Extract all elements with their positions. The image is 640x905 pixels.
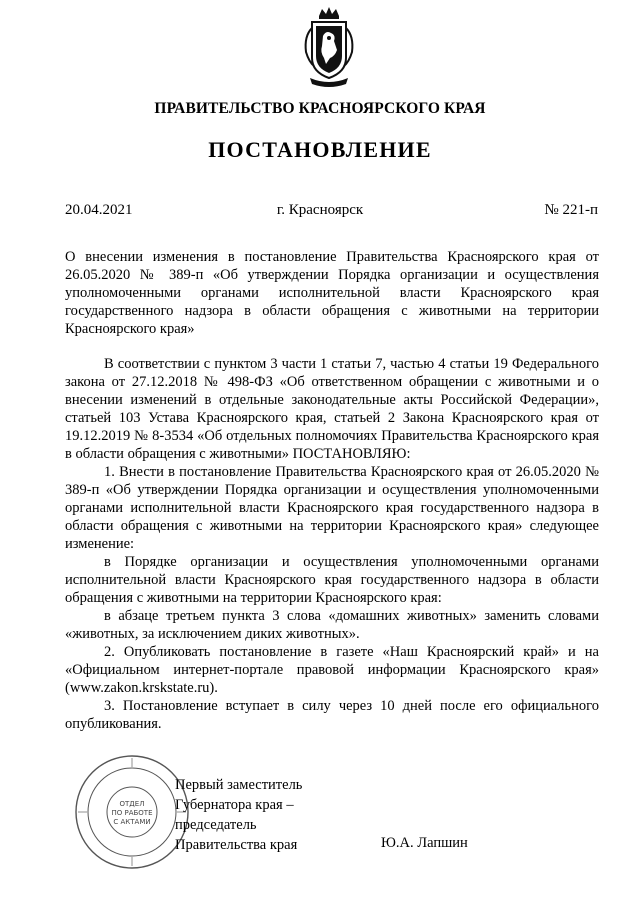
document-type-title: ПОСТАНОВЛЕНИЕ [208,137,432,162]
official-stamp-icon [73,753,191,871]
item-1-sub-2-paragraph: в абзаце третьем пункта 3 слова «домашних животных» заменить словами «животных, за исключением диких животных». [65,608,599,642]
signatory-line-4: Правительства края [175,837,298,853]
item-1-paragraph: 1. Внести в постановление Правительства Красноярского края от 26.05.2020 № 389-п «Об утверждении Порядка организации и осуществления уполномоченными органами исполнительной власти Красноярского края государственного надзора в области обращения с животными на территории Красноярского края» следующее изменение: [65,464,599,552]
document-number: № 221-п [544,202,598,218]
stamp-text-2: ПО РАБОТЕ [111,809,153,817]
document-body [65,355,599,733]
document-subject: О внесении изменения в постановление Правительства Красноярского края от 26.05.2020 № 389-п «Об утверждении Порядка организации и осуществления уполномоченными органами исполнительной власти Красноярского края государственного надзора в области обращения с животными на территории Красноярского края» [65,249,599,337]
item-1-sub-paragraph: в Порядке организации и осуществления уполномоченными органами исполнительной власти Красноярского края государственного надзора в области обращения с животными на территории Красноярского края: [65,554,599,606]
document-city: г. Красноярск [276,202,364,218]
signatory-name: Ю.А. Лапшин [381,835,468,851]
coat-of-arms-icon [302,6,356,88]
signatory-line-1: Первый заместитель [175,777,303,793]
signature-block [65,775,605,865]
stamp-text-3: С АКТАМИ [113,818,151,826]
document-date: 20.04.2021 [65,202,133,218]
item-2-paragraph: 2. Опубликовать постановление в газете «Наш Красноярский край» и на «Официальном интернет-портале правовой информации Красноярского края» (www.zakon.krskstate.ru). [65,644,599,696]
stamp-text-1: ОТДЕЛ [119,800,145,808]
preamble-paragraph: В соответствии с пунктом 3 части 1 статьи 7, частью 4 статьи 19 Федерального закона от 27.12.2018 № 498-ФЗ «Об ответственном обращении с животными и о внесении изменений в отдельные законодательные акты Российской Федерации», статьей 103 Устава Красноярского края, статьей 2 Закона Красноярского края от 19.12.2019 № 8-3534 «Об отдельных полномочиях Правительства Красноярского края в области обращения с животными» ПОСТАНОВЛЯЮ: [65,356,599,462]
government-title: ПРАВИТЕЛЬСТВО КРАСНОЯРСКОГО КРАЯ [154,100,486,117]
signatory-line-2: Губернатора края – [175,797,294,813]
signatory-line-3: председатель [175,817,257,833]
item-3-paragraph: 3. Постановление вступает в силу через 10 дней после его официального опубликования. [65,698,599,732]
signatory-title [175,775,302,855]
